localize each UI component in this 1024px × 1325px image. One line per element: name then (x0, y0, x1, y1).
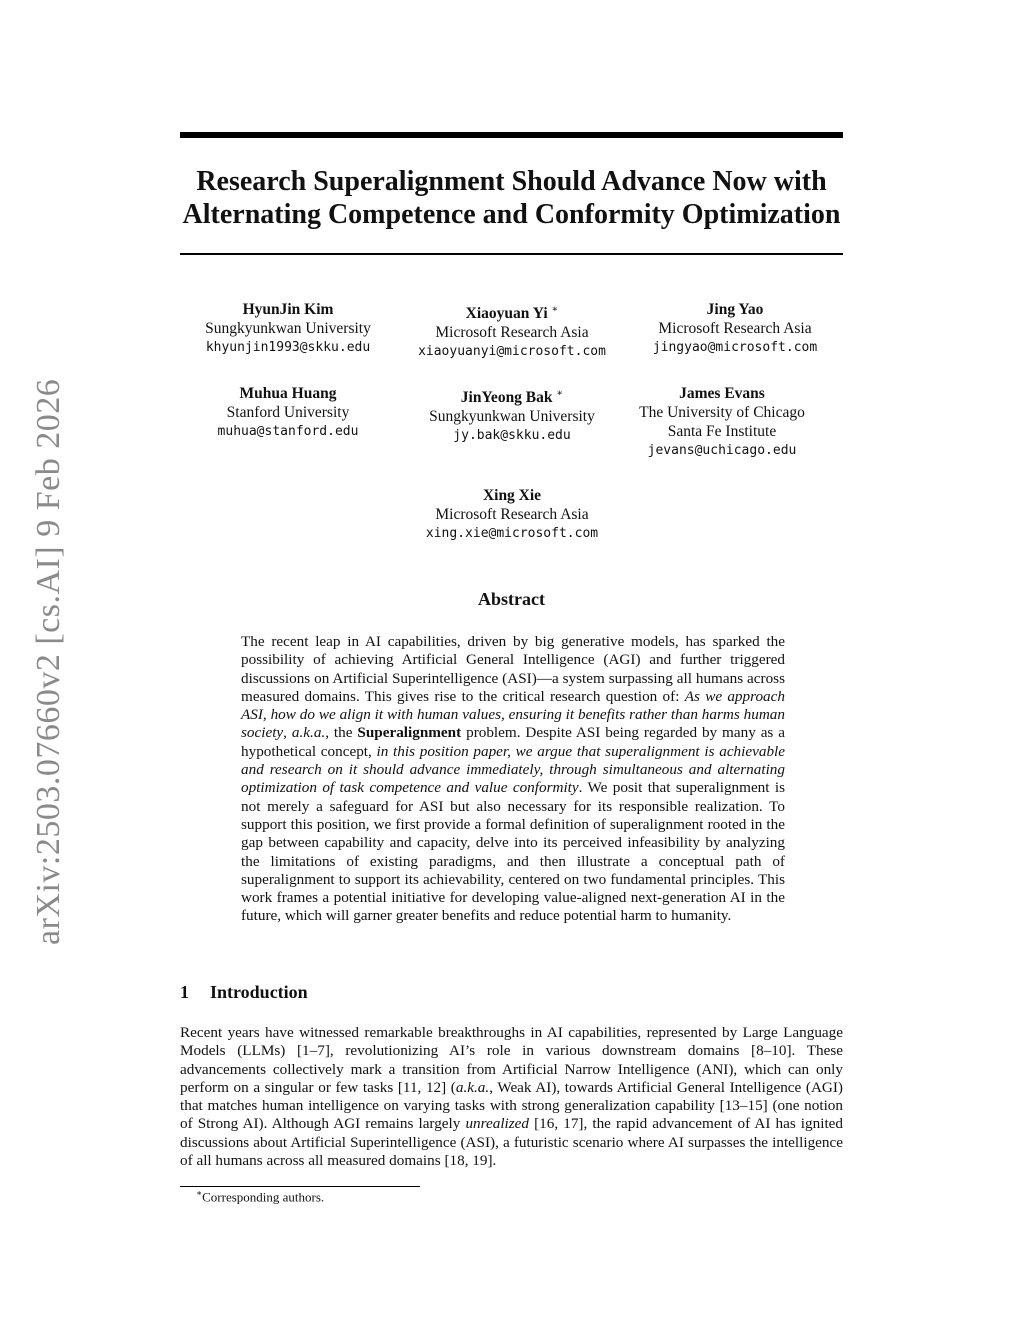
corresponding-marker: ∗ (551, 304, 559, 315)
section-title: Introduction (210, 982, 308, 1002)
author-name: Muhua Huang (239, 385, 337, 402)
author-email[interactable]: jy.bak@skku.edu (453, 428, 571, 444)
footnote (196, 1188, 324, 1205)
author-email[interactable]: muhua@stanford.edu (217, 424, 359, 439)
research-question: As we approach ASI, how do we align it with human values, ensuring it benefits rather than harms human society (241, 687, 785, 742)
author-block (392, 384, 632, 445)
author-name: Jing Yao (706, 301, 764, 318)
section-number: 1 (180, 982, 189, 1002)
author-affiliation: Microsoft Research Asia (435, 324, 589, 342)
author-email[interactable]: xing.xie@microsoft.com (425, 526, 599, 541)
author-email[interactable]: jingyao@microsoft.com (652, 340, 818, 355)
author-block (392, 300, 632, 361)
author-affiliation: Microsoft Research Asia (658, 320, 812, 337)
footnote-text: Corresponding authors. (202, 1189, 325, 1205)
author-block (168, 300, 408, 357)
key-term: Superalignment (357, 724, 462, 742)
footnote-rule (180, 1186, 420, 1187)
author-email[interactable]: jevans@uchicago.edu (647, 443, 797, 458)
introduction-paragraph: Recent years have witnessed remarkable breakthroughs in AI capabilities, represented by Large Language Models (LLMs) [1–7], revolutionizing AI’s role in various downstream domains [8–10]. These advancements collectively mark a transition from Artificial Narrow Intelligence (ANI), which can only perform on a singular or few tasks [11, 12] (a.k.a., Weak AI), towards Artificial General Intelligence (AGI) that matches human intelligence on varying tasks with strong generalization capability [13–15] (one notion of Strong AI). Although AGI remains largely unrealized [16, 17], the rapid advancement of AI has ignited discussions about Artificial Superintelligence (ASI), a futuristic scenario where AI surpasses the intelligence of all humans across all measured domains [18, 19]. (180, 1024, 843, 1170)
arxiv-identifier: arXiv:2503.07660v2 [cs.AI] 9 Feb 2026 (30, 378, 67, 945)
author-email[interactable]: khyunjin1993@skku.edu (205, 340, 371, 355)
paper-title (160, 165, 863, 231)
title-bottom-rule (180, 253, 843, 255)
author-name: Xing Xie (482, 487, 542, 504)
footnote-marker: ∗ (196, 1188, 203, 1198)
author-affiliation: Santa Fe Institute (667, 423, 777, 440)
author-affiliation: The University of Chicago (639, 404, 805, 421)
author-block (602, 384, 842, 460)
corresponding-marker: ∗ (556, 388, 564, 399)
title-line-2: Alternating Competence and Conformity Optimization (182, 199, 841, 230)
title-top-rule (180, 132, 843, 138)
author-affiliation: Sungkyunkwan University (429, 408, 595, 426)
author-name: Xiaoyuan Yi (465, 305, 548, 323)
author-block (615, 300, 855, 357)
author-name: JinYeong Bak (460, 389, 553, 407)
title-line-1: Research Superalignment Should Advance Now with (196, 166, 827, 197)
section-heading (180, 982, 308, 1003)
author-block (392, 486, 632, 543)
author-email[interactable]: xiaoyuanyi@microsoft.com (418, 344, 606, 360)
position-claim: in this position paper, we argue that superalignment is achievable and research on it should advance immediately, through simultaneous and alternating optimization of task competence and value conformity (241, 742, 785, 797)
abstract-heading: Abstract (478, 589, 545, 609)
author-block (168, 384, 408, 441)
abstract-text: The recent leap in AI capabilities, driven by big generative models, has sparked the possibility of achieving Artificial General Intelligence (AGI) and further triggered discussions on Artificial Superintelligence (ASI)—a system surpassing all humans across measured domains. This gives rise to the critical research question of: As we approach ASI, how do we align it with human values, ensuring it benefits rather than harms human society, a.k.a., the Superalignment problem. Despite ASI being regarded by many as a hypothetical concept, in this position paper, we argue that superalignment is achievable and research on it should advance immediately, through simultaneous and alternating optimization of task competence and value conformity. We posit that superalignment is not merely a safeguard for ASI but also necessary for its responsible realization. To support this position, we first provide a formal definition of superalignment rooted in the gap between capability and capacity, delve into its perceived infeasibility by analyzing the limitations of existing paradigms, and then illustrate a conceptual path of superalignment to support its achievability, centered on two fundamental principles. This work frames a potential initiative for developing value-aligned next-generation AI in the future, which will garner greater benefits and reduce potential harm to humanity. (241, 633, 786, 925)
author-name: James Evans (679, 385, 765, 402)
author-affiliation: Stanford University (226, 404, 350, 421)
author-affiliation: Sungkyunkwan University (205, 320, 371, 337)
author-name: HyunJin Kim (242, 301, 334, 318)
author-affiliation: Microsoft Research Asia (435, 506, 589, 523)
